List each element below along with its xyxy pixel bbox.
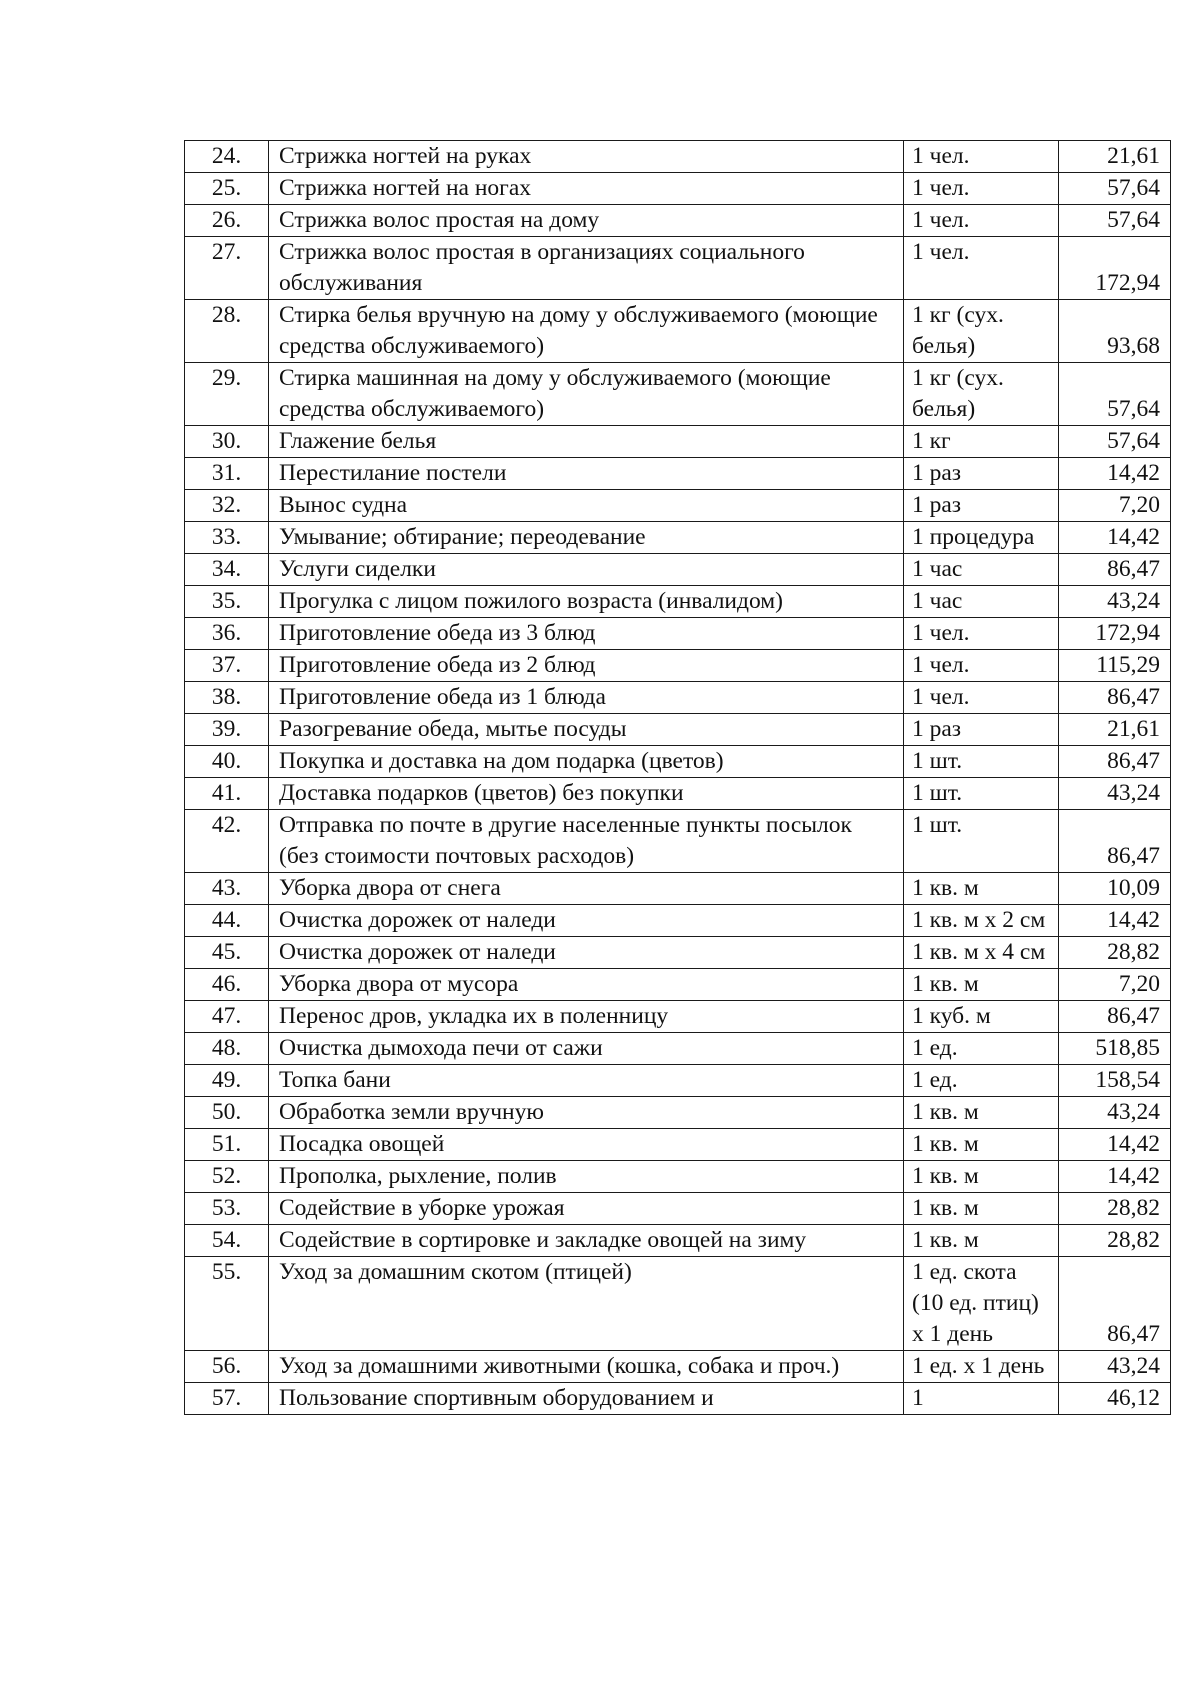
price-cell: 86,47 bbox=[1059, 810, 1171, 873]
service-name-cell: Уборка двора от мусора bbox=[269, 969, 904, 1001]
service-name-cell: Прогулка с лицом пожилого возраста (инвалидом) bbox=[269, 586, 904, 618]
row-number-cell: 33. bbox=[185, 522, 269, 554]
service-name-cell: Прополка, рыхление, полив bbox=[269, 1161, 904, 1193]
service-name-cell: Глажение белья bbox=[269, 426, 904, 458]
price-cell: 46,12 bbox=[1059, 1383, 1171, 1415]
table-row bbox=[185, 1097, 1171, 1129]
table-row bbox=[185, 650, 1171, 682]
price-cell: 86,47 bbox=[1059, 1257, 1171, 1351]
unit-cell: 1 кв. м bbox=[904, 1161, 1059, 1193]
unit-cell: 1 ед. bbox=[904, 1065, 1059, 1097]
price-cell: 14,42 bbox=[1059, 522, 1171, 554]
table-row bbox=[185, 969, 1171, 1001]
unit-cell: 1 кв. м х 2 см bbox=[904, 905, 1059, 937]
table-row bbox=[185, 905, 1171, 937]
table-row bbox=[185, 237, 1171, 300]
unit-cell: 1 кв. м bbox=[904, 873, 1059, 905]
table-row bbox=[185, 1033, 1171, 1065]
price-cell: 14,42 bbox=[1059, 458, 1171, 490]
unit-cell: 1 раз bbox=[904, 714, 1059, 746]
service-name-cell: Очистка дорожек от наледи bbox=[269, 937, 904, 969]
row-number-cell: 54. bbox=[185, 1225, 269, 1257]
row-number-cell: 45. bbox=[185, 937, 269, 969]
service-name-cell: Перенос дров, укладка их в поленницу bbox=[269, 1001, 904, 1033]
row-number-cell: 48. bbox=[185, 1033, 269, 1065]
service-name-cell: Стрижка ногтей на руках bbox=[269, 141, 904, 173]
service-name-cell: Стрижка ногтей на ногах bbox=[269, 173, 904, 205]
unit-cell: 1 ед. х 1 день bbox=[904, 1351, 1059, 1383]
unit-cell: 1 кг bbox=[904, 426, 1059, 458]
price-cell: 7,20 bbox=[1059, 969, 1171, 1001]
price-cell: 43,24 bbox=[1059, 1097, 1171, 1129]
table-row bbox=[185, 1065, 1171, 1097]
unit-cell: 1 шт. bbox=[904, 746, 1059, 778]
service-name-cell: Вынос судна bbox=[269, 490, 904, 522]
price-cell: 172,94 bbox=[1059, 618, 1171, 650]
service-name-cell: Содействие в уборке урожая bbox=[269, 1193, 904, 1225]
price-cell: 28,82 bbox=[1059, 937, 1171, 969]
price-cell: 10,09 bbox=[1059, 873, 1171, 905]
price-cell: 21,61 bbox=[1059, 141, 1171, 173]
service-name-cell: Приготовление обеда из 2 блюд bbox=[269, 650, 904, 682]
service-name-cell: Приготовление обеда из 3 блюд bbox=[269, 618, 904, 650]
row-number-cell: 57. bbox=[185, 1383, 269, 1415]
price-cell: 28,82 bbox=[1059, 1225, 1171, 1257]
service-name-cell: Услуги сиделки bbox=[269, 554, 904, 586]
unit-cell: 1 кв. м bbox=[904, 1193, 1059, 1225]
table-row bbox=[185, 1129, 1171, 1161]
tariff-table-body bbox=[185, 141, 1171, 1415]
row-number-cell: 27. bbox=[185, 237, 269, 300]
unit-cell: 1 кв. м bbox=[904, 1129, 1059, 1161]
price-cell: 172,94 bbox=[1059, 237, 1171, 300]
row-number-cell: 56. bbox=[185, 1351, 269, 1383]
table-row bbox=[185, 426, 1171, 458]
table-row bbox=[185, 205, 1171, 237]
price-cell: 86,47 bbox=[1059, 746, 1171, 778]
unit-cell: 1 кв. м bbox=[904, 1097, 1059, 1129]
unit-cell: 1 чел. bbox=[904, 205, 1059, 237]
table-row bbox=[185, 1193, 1171, 1225]
table-row bbox=[185, 810, 1171, 873]
row-number-cell: 49. bbox=[185, 1065, 269, 1097]
unit-cell: 1 раз bbox=[904, 458, 1059, 490]
unit-cell: 1 bbox=[904, 1383, 1059, 1415]
unit-cell: 1 чел. bbox=[904, 141, 1059, 173]
table-row bbox=[185, 554, 1171, 586]
service-name-cell: Стрижка волос простая на дому bbox=[269, 205, 904, 237]
table-row bbox=[185, 618, 1171, 650]
service-name-cell: Уборка двора от снега bbox=[269, 873, 904, 905]
row-number-cell: 43. bbox=[185, 873, 269, 905]
price-cell: 86,47 bbox=[1059, 682, 1171, 714]
price-cell: 158,54 bbox=[1059, 1065, 1171, 1097]
service-name-cell: Покупка и доставка на дом подарка (цветов) bbox=[269, 746, 904, 778]
table-row bbox=[185, 363, 1171, 426]
row-number-cell: 25. bbox=[185, 173, 269, 205]
table-row bbox=[185, 1383, 1171, 1415]
price-cell: 43,24 bbox=[1059, 1351, 1171, 1383]
price-cell: 57,64 bbox=[1059, 363, 1171, 426]
price-cell: 57,64 bbox=[1059, 426, 1171, 458]
unit-cell: 1 шт. bbox=[904, 810, 1059, 873]
table-row bbox=[185, 873, 1171, 905]
row-number-cell: 28. bbox=[185, 300, 269, 363]
row-number-cell: 36. bbox=[185, 618, 269, 650]
service-name-cell: Пользование спортивным оборудованием и bbox=[269, 1383, 904, 1415]
row-number-cell: 47. bbox=[185, 1001, 269, 1033]
table-row bbox=[185, 173, 1171, 205]
unit-cell: 1 час bbox=[904, 586, 1059, 618]
service-name-cell: Обработка земли вручную bbox=[269, 1097, 904, 1129]
table-row bbox=[185, 1161, 1171, 1193]
unit-cell: 1 куб. м bbox=[904, 1001, 1059, 1033]
table-row bbox=[185, 746, 1171, 778]
unit-cell: 1 кв. м х 4 см bbox=[904, 937, 1059, 969]
table-row bbox=[185, 1351, 1171, 1383]
unit-cell: 1 чел. bbox=[904, 682, 1059, 714]
service-name-cell: Топка бани bbox=[269, 1065, 904, 1097]
service-name-cell: Перестилание постели bbox=[269, 458, 904, 490]
price-cell: 86,47 bbox=[1059, 554, 1171, 586]
unit-cell: 1 чел. bbox=[904, 173, 1059, 205]
unit-cell: 1 кг (сух. белья) bbox=[904, 363, 1059, 426]
table-row bbox=[185, 490, 1171, 522]
service-name-cell: Стирка машинная на дому у обслуживаемого (моющие средства обслуживаемого) bbox=[269, 363, 904, 426]
price-cell: 14,42 bbox=[1059, 905, 1171, 937]
table-row bbox=[185, 141, 1171, 173]
unit-cell: 1 чел. bbox=[904, 618, 1059, 650]
table-row bbox=[185, 586, 1171, 618]
service-name-cell: Очистка дорожек от наледи bbox=[269, 905, 904, 937]
unit-cell: 1 кв. м bbox=[904, 969, 1059, 1001]
row-number-cell: 42. bbox=[185, 810, 269, 873]
service-name-cell: Уход за домашним скотом (птицей) bbox=[269, 1257, 904, 1351]
row-number-cell: 52. bbox=[185, 1161, 269, 1193]
table-row bbox=[185, 300, 1171, 363]
tariff-table bbox=[184, 140, 1171, 1415]
row-number-cell: 41. bbox=[185, 778, 269, 810]
unit-cell: 1 ед. bbox=[904, 1033, 1059, 1065]
row-number-cell: 50. bbox=[185, 1097, 269, 1129]
table-row bbox=[185, 1257, 1171, 1351]
table-row bbox=[185, 682, 1171, 714]
price-cell: 115,29 bbox=[1059, 650, 1171, 682]
price-cell: 57,64 bbox=[1059, 205, 1171, 237]
row-number-cell: 31. bbox=[185, 458, 269, 490]
unit-cell: 1 шт. bbox=[904, 778, 1059, 810]
service-name-cell: Приготовление обеда из 1 блюда bbox=[269, 682, 904, 714]
table-row bbox=[185, 937, 1171, 969]
row-number-cell: 35. bbox=[185, 586, 269, 618]
table-row bbox=[185, 714, 1171, 746]
row-number-cell: 30. bbox=[185, 426, 269, 458]
table-row bbox=[185, 458, 1171, 490]
price-cell: 7,20 bbox=[1059, 490, 1171, 522]
service-name-cell: Доставка подарков (цветов) без покупки bbox=[269, 778, 904, 810]
unit-cell: 1 час bbox=[904, 554, 1059, 586]
row-number-cell: 26. bbox=[185, 205, 269, 237]
unit-cell: 1 кв. м bbox=[904, 1225, 1059, 1257]
service-name-cell: Отправка по почте в другие населенные пункты посылок (без стоимости почтовых расходов) bbox=[269, 810, 904, 873]
price-cell: 14,42 bbox=[1059, 1161, 1171, 1193]
row-number-cell: 55. bbox=[185, 1257, 269, 1351]
service-name-cell: Уход за домашними животными (кошка, собака и проч.) bbox=[269, 1351, 904, 1383]
row-number-cell: 24. bbox=[185, 141, 269, 173]
row-number-cell: 37. bbox=[185, 650, 269, 682]
price-cell: 14,42 bbox=[1059, 1129, 1171, 1161]
unit-cell: 1 чел. bbox=[904, 237, 1059, 300]
price-cell: 93,68 bbox=[1059, 300, 1171, 363]
service-name-cell: Разогревание обеда, мытье посуды bbox=[269, 714, 904, 746]
row-number-cell: 38. bbox=[185, 682, 269, 714]
row-number-cell: 53. bbox=[185, 1193, 269, 1225]
table-row bbox=[185, 778, 1171, 810]
price-cell: 28,82 bbox=[1059, 1193, 1171, 1225]
row-number-cell: 46. bbox=[185, 969, 269, 1001]
table-row bbox=[185, 1225, 1171, 1257]
service-name-cell: Стрижка волос простая в организациях социального обслуживания bbox=[269, 237, 904, 300]
table-row bbox=[185, 1001, 1171, 1033]
unit-cell: 1 раз bbox=[904, 490, 1059, 522]
row-number-cell: 44. bbox=[185, 905, 269, 937]
service-name-cell: Содействие в сортировке и закладке овощей на зиму bbox=[269, 1225, 904, 1257]
row-number-cell: 40. bbox=[185, 746, 269, 778]
service-name-cell: Очистка дымохода печи от сажи bbox=[269, 1033, 904, 1065]
unit-cell: 1 ед. скота (10 ед. птиц) х 1 день bbox=[904, 1257, 1059, 1351]
unit-cell: 1 процедура bbox=[904, 522, 1059, 554]
service-name-cell: Стирка белья вручную на дому у обслуживаемого (моющие средства обслуживаемого) bbox=[269, 300, 904, 363]
service-name-cell: Умывание; обтирание; переодевание bbox=[269, 522, 904, 554]
table-row bbox=[185, 522, 1171, 554]
unit-cell: 1 кг (сух. белья) bbox=[904, 300, 1059, 363]
unit-cell: 1 чел. bbox=[904, 650, 1059, 682]
price-cell: 57,64 bbox=[1059, 173, 1171, 205]
row-number-cell: 32. bbox=[185, 490, 269, 522]
service-name-cell: Посадка овощей bbox=[269, 1129, 904, 1161]
row-number-cell: 39. bbox=[185, 714, 269, 746]
price-cell: 43,24 bbox=[1059, 586, 1171, 618]
price-cell: 43,24 bbox=[1059, 778, 1171, 810]
price-cell: 21,61 bbox=[1059, 714, 1171, 746]
price-cell: 518,85 bbox=[1059, 1033, 1171, 1065]
row-number-cell: 51. bbox=[185, 1129, 269, 1161]
row-number-cell: 29. bbox=[185, 363, 269, 426]
price-cell: 86,47 bbox=[1059, 1001, 1171, 1033]
row-number-cell: 34. bbox=[185, 554, 269, 586]
